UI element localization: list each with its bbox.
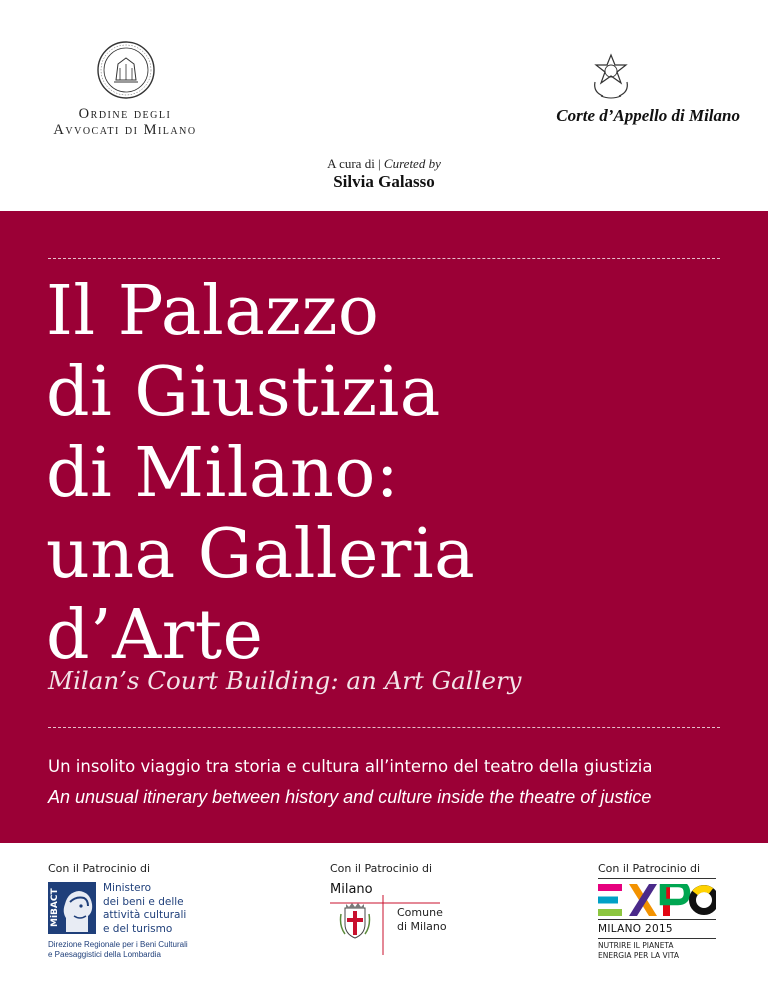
expo-motto	[598, 941, 679, 960]
expo-lower-rule	[598, 938, 716, 939]
milano-wordmark: Milano	[330, 882, 373, 897]
ministry-name-line: dei beni e delle	[103, 895, 184, 908]
title-line-2: di Giustizia	[46, 353, 441, 432]
municipality-name-line: Comune	[397, 906, 443, 919]
bar-association-seal-icon	[96, 40, 156, 100]
bar-association-line-2: Avvocati di Milano	[53, 122, 197, 138]
ministry-name-line: attività culturali	[103, 909, 187, 921]
curated-by-italian: A cura di |	[327, 156, 384, 171]
curated-by-english: Cureted by	[383, 156, 441, 171]
ministry-name-line: e del turismo	[103, 922, 173, 935]
patronage-label-ministry: Con il Patrocinio di	[48, 862, 151, 875]
regional-directorate-line: Direzione Regionale per i Beni Culturali	[48, 940, 188, 949]
court-of-appeal-name: Corte d’Appello di Milano	[556, 106, 740, 125]
curated-by-line	[0, 156, 768, 172]
ministry-name-line: Ministero	[103, 882, 152, 894]
expo-top-rule	[598, 878, 716, 879]
title-line-3: di Milano:	[46, 434, 400, 513]
italian-tagline: Un insolito viaggio tra storia e cultura all’interno del teatro della giustizia	[48, 757, 653, 776]
title-line-4: una Galleria	[46, 515, 476, 594]
curator-name: Silvia Galasso	[333, 172, 435, 191]
bar-association-name	[50, 106, 200, 138]
title-line-1: Il Palazzo	[46, 272, 380, 351]
municipality-name	[397, 906, 447, 934]
english-tagline: An unusual itinerary between history and culture inside the theatre of justice	[48, 787, 652, 807]
italian-republic-emblem-icon	[589, 52, 633, 100]
cover-title-panel	[0, 211, 768, 843]
bottom-dashed-divider	[48, 727, 720, 728]
main-title	[46, 271, 726, 676]
mibact-logo	[48, 882, 96, 934]
expo-motto-line: ENERGIA PER LA VITA	[598, 950, 680, 960]
patronage-label-city: Con il Patrocinio di	[330, 862, 433, 875]
expo-logo-icon	[598, 884, 716, 916]
mibact-logo-label: MiBACT	[50, 888, 60, 928]
expo-city-year: MILANO 2015	[598, 923, 673, 935]
expo-middle-rule	[598, 919, 716, 920]
milan-coat-of-arms-icon	[339, 902, 371, 940]
municipality-name-line: di Milano	[397, 920, 447, 933]
english-subtitle: Milan’s Court Building: an Art Gallery	[48, 666, 522, 695]
top-dashed-divider	[48, 258, 720, 259]
regional-directorate	[48, 940, 268, 960]
ministry-name	[103, 882, 213, 936]
title-line-5: d’Arte	[46, 596, 264, 675]
expo-motto-line: NUTRIRE IL PIANETA	[598, 941, 674, 950]
patronage-label-expo: Con il Patrocinio di	[598, 862, 701, 875]
bar-association-line-1: Ordine degli	[78, 106, 172, 122]
regional-directorate-line: e Paesaggistici della Lombardia	[48, 950, 161, 959]
